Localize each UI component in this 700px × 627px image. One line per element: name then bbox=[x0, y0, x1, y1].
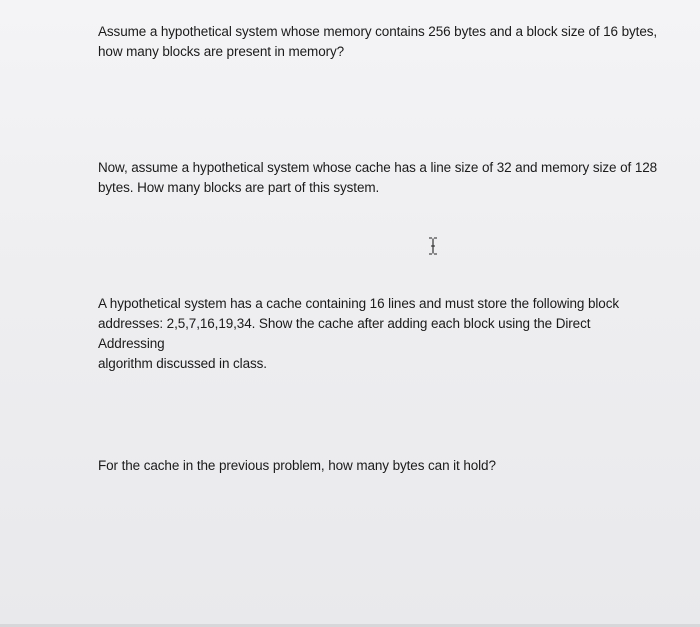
question-2-line-2: bytes. How many blocks are part of this system. bbox=[98, 180, 380, 195]
question-4-line-1: For the cache in the previous problem, how many bytes can it hold? bbox=[98, 458, 496, 473]
question-1-line-2: how many blocks are present in memory? bbox=[98, 44, 345, 59]
question-3-line-1: A hypothetical system has a cache containing 16 lines and must store the following block bbox=[98, 296, 620, 311]
question-4 bbox=[98, 456, 658, 476]
question-2-line-1: Now, assume a hypothetical system whose cache has a line size of 32 and memory size of 128 bbox=[98, 160, 658, 175]
question-1-line-1: Assume a hypothetical system whose memory contains 256 bytes and a block size of 16 bytes, bbox=[98, 24, 658, 39]
question-3 bbox=[98, 294, 658, 374]
text-cursor-icon bbox=[428, 237, 438, 255]
question-3-line-3: algorithm discussed in class. bbox=[98, 356, 267, 371]
question-1 bbox=[98, 22, 658, 62]
question-3-line-2: addresses: 2,5,7,16,19,34. Show the cache after adding each block using the Direct Addressing bbox=[98, 316, 591, 351]
question-2 bbox=[98, 158, 658, 198]
